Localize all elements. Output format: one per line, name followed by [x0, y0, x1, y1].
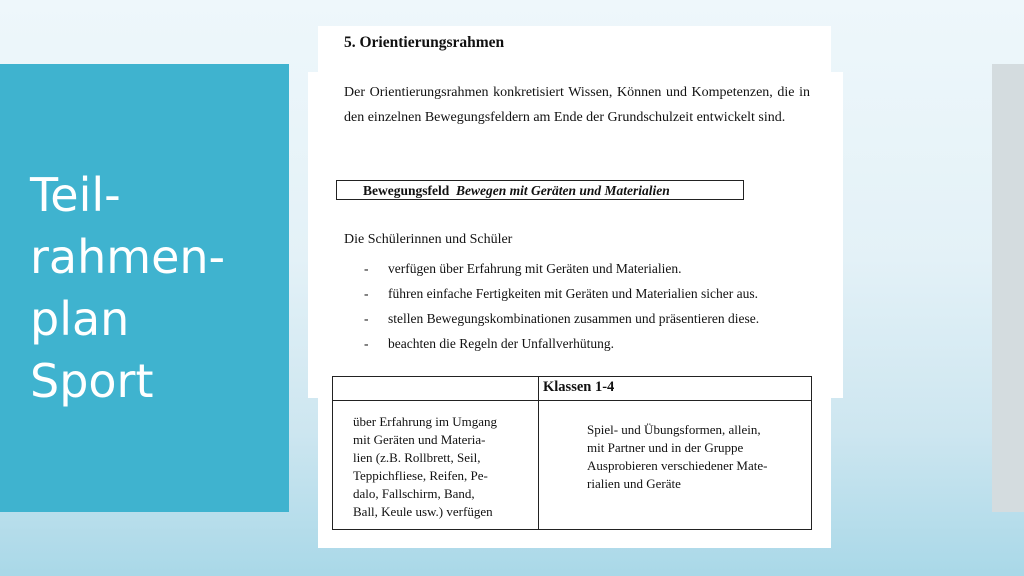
title-line: plan	[30, 292, 130, 346]
title-line: Teil-	[30, 168, 121, 222]
list-item: - führen einfache Fertigkeiten mit Geräten und Materialien sicher aus.	[364, 281, 759, 306]
competency-list	[364, 256, 759, 356]
klassen-table	[332, 376, 812, 530]
bewegungsfeld-name: Bewegen mit Geräten und Materialien	[456, 183, 670, 198]
slide-title	[30, 164, 225, 412]
title-line: rahmen-	[30, 230, 226, 284]
pupils-intro: Die Schülerinnen und Schüler	[344, 232, 513, 247]
list-item: - verfügen über Erfahrung mit Geräten und Materialien.	[364, 256, 759, 281]
table-header-row	[333, 377, 811, 401]
bullet-marker: -	[364, 286, 369, 301]
intro-paragraph: Der Orientierungsrahmen konkretisiert Wissen, Können und Kompetenzen, die in den einzelnen Bewegungsfeldern am Ende der Grundschulzeit entwickelt sind.	[344, 85, 810, 125]
bullet-marker: -	[364, 336, 369, 351]
table-header-empty-cell	[333, 377, 539, 400]
right-accent-strip	[992, 64, 1024, 512]
table-header-cell: Klassen 1-4	[543, 379, 615, 395]
title-line: Sport	[30, 354, 154, 408]
document-heading: 5. Orientierungsrahmen	[344, 34, 505, 51]
document-scan-body	[308, 72, 843, 398]
bullet-marker: -	[364, 311, 369, 326]
document-scan-table	[318, 379, 831, 548]
table-cell-right: Spiel- und Übungsformen, allein, mit Partner und in der Gruppe Ausprobieren verschiedener Mate- rialien und Geräte	[587, 422, 768, 491]
list-item: - stellen Bewegungskombinationen zusammen und präsentieren diese.	[364, 306, 759, 331]
bewegungsfeld-label: Bewegungsfeld	[363, 183, 450, 198]
table-column-divider	[538, 400, 539, 530]
document-scan-header	[318, 26, 831, 72]
bullet-marker: -	[364, 261, 369, 276]
list-item: - beachten die Regeln der Unfallverhütung.	[364, 331, 759, 356]
bewegungsfeld-box	[336, 180, 744, 200]
table-cell-left: über Erfahrung im Umgang mit Geräten und Materia- lien (z.B. Rollbrett, Seil, Teppichfliese, Reifen, Pe- dalo, Fallschirm, Band, Ball, Keule usw.) verfügen	[353, 414, 498, 519]
